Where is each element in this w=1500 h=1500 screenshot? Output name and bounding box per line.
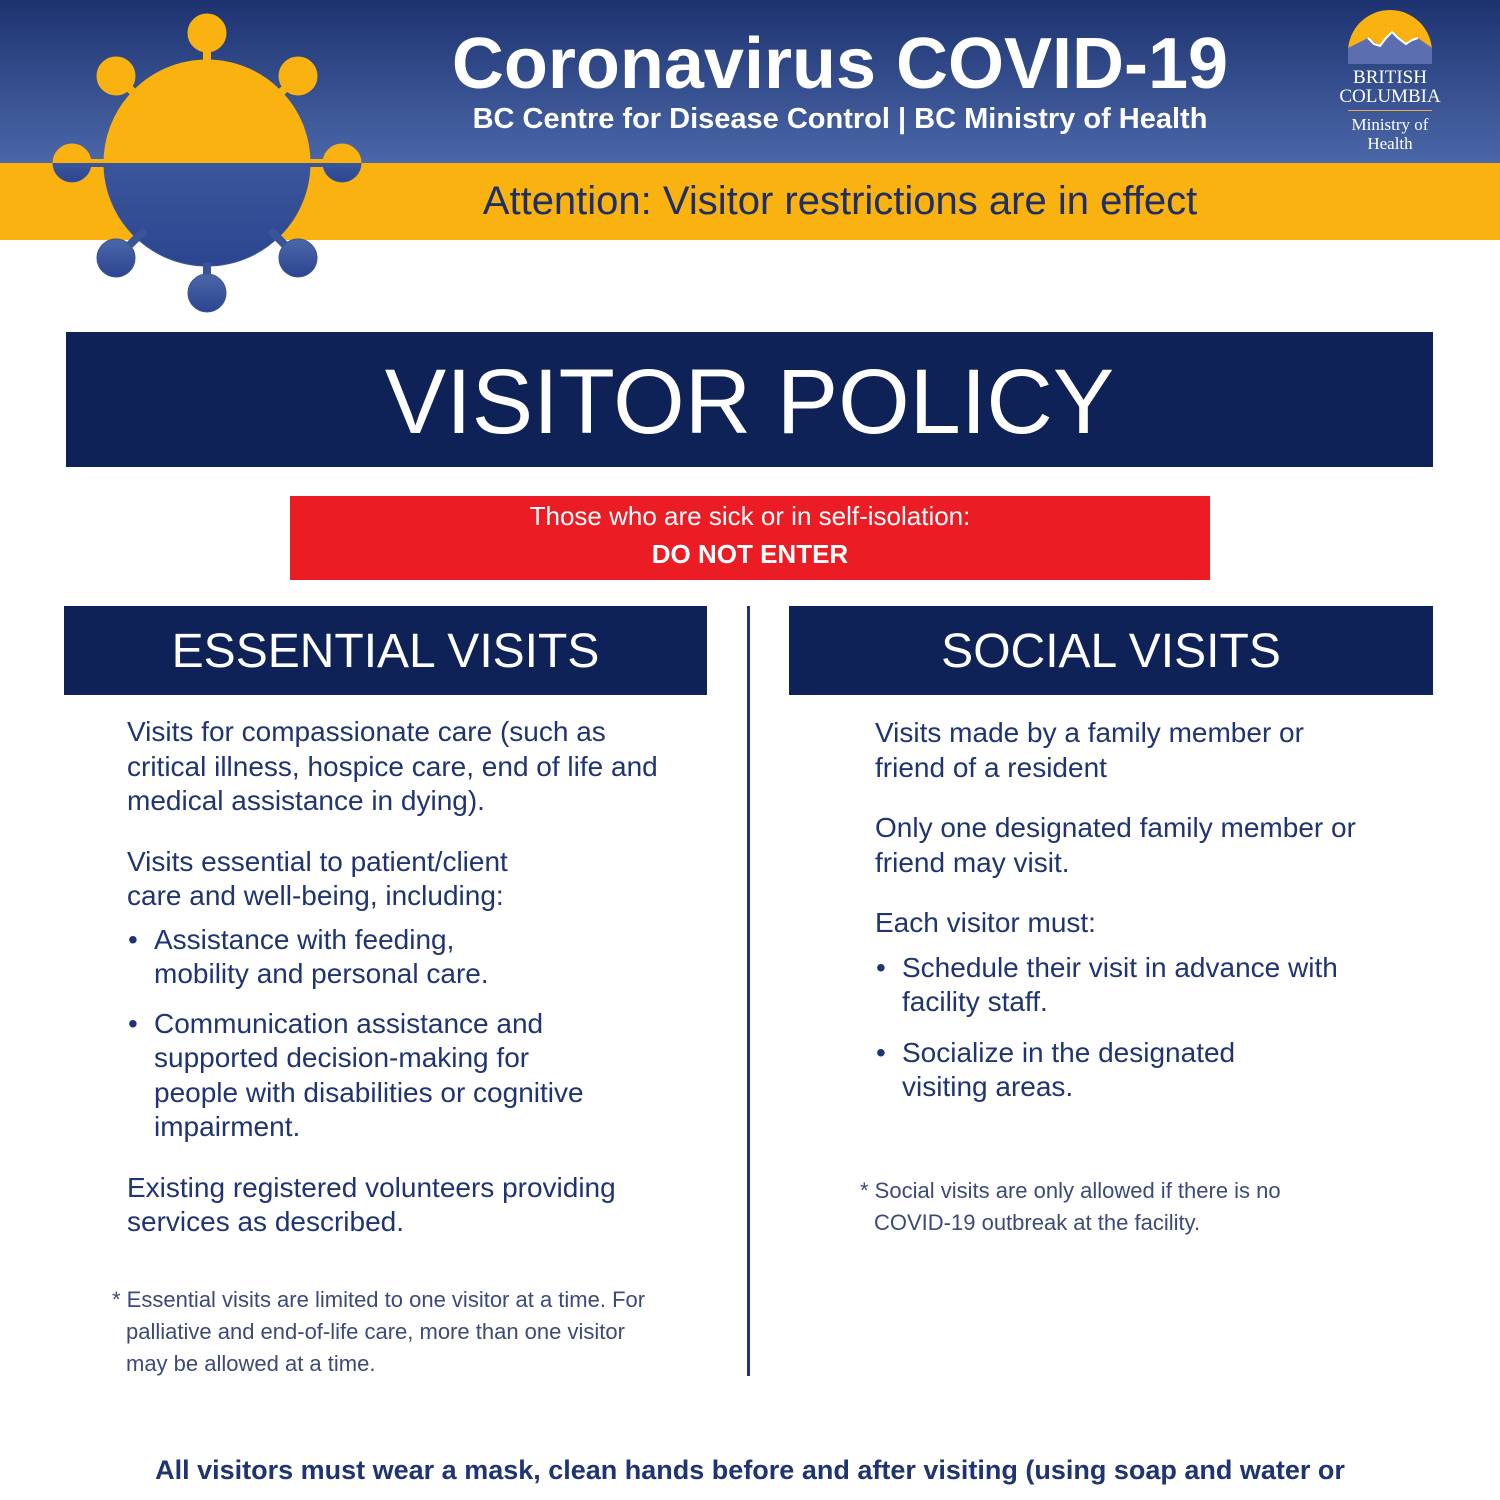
essential-column <box>112 715 717 1380</box>
essential-p2: Visits essential to patient/client care and well-being, including: <box>127 845 508 911</box>
column-divider <box>747 606 750 1376</box>
policy-title: VISITOR POLICY <box>66 332 1433 467</box>
bullet-text: Schedule their visit in advance with facility staff. <box>902 951 1338 1017</box>
logo-line1: BRITISH <box>1353 67 1427 88</box>
social-note: * Social visits are only allowed if there is no COVID-19 outbreak at the facility. <box>860 1177 1281 1235</box>
logo-line3: Ministry of <box>1348 110 1432 134</box>
logo-line2: COLUMBIA <box>1339 86 1441 107</box>
bc-logo <box>1330 8 1450 158</box>
logo-line4: Health <box>1367 134 1413 153</box>
social-p1: Visits made by a family member or friend of a resident <box>875 717 1304 783</box>
social-bullet-1 <box>876 951 1342 1020</box>
warning-box <box>290 496 1210 580</box>
virus-icon <box>50 8 370 318</box>
essential-heading: ESSENTIAL VISITS <box>64 606 707 695</box>
social-p3: Each visitor must: <box>875 907 1096 938</box>
bullet-icon: • <box>128 1007 138 1039</box>
bullet-text: Communication assistance and supported decision-making for people with disabilities or cognitive impairment. <box>154 1007 584 1142</box>
social-bullet-2 <box>876 1036 1302 1105</box>
essential-bullet-2 <box>128 1007 594 1145</box>
sun-mountain-icon <box>1346 8 1434 64</box>
header-title: Coronavirus COVID-19 <box>451 24 1229 104</box>
essential-note: * Essential visits are limited to one visitor at a time. For palliative and end-of-life care, more than one visitor may be allowed at a time. <box>112 1286 646 1376</box>
footer-text: All visitors must wear a mask, clean hands before and after visiting (using soap and water or <box>155 1455 1345 1485</box>
social-column <box>860 716 1435 1239</box>
bullet-icon: • <box>876 1036 886 1068</box>
header-subtitle: BC Centre for Disease Control | BC Ministry of Health <box>472 103 1208 135</box>
bullet-icon: • <box>128 923 138 955</box>
essential-bullet-1 <box>128 923 534 992</box>
bullet-text: Assistance with feeding, mobility and personal care. <box>154 923 489 989</box>
essential-p1: Visits for compassionate care (such as critical illness, hospice care, end of life and medical assistance in dying). <box>127 716 658 816</box>
bullet-text: Socialize in the designated visiting areas. <box>902 1036 1236 1102</box>
bullet-icon: • <box>876 951 886 983</box>
warning-line2: DO NOT ENTER <box>651 539 849 569</box>
attention-text: Attention: Visitor restrictions are in effect <box>482 179 1198 223</box>
essential-p3: Existing registered volunteers providing services as described. <box>127 1171 616 1237</box>
social-heading: SOCIAL VISITS <box>789 606 1433 695</box>
warning-line1: Those who are sick or in self-isolation: <box>529 501 971 531</box>
social-p2: Only one designated family member or friend may visit. <box>875 812 1356 878</box>
